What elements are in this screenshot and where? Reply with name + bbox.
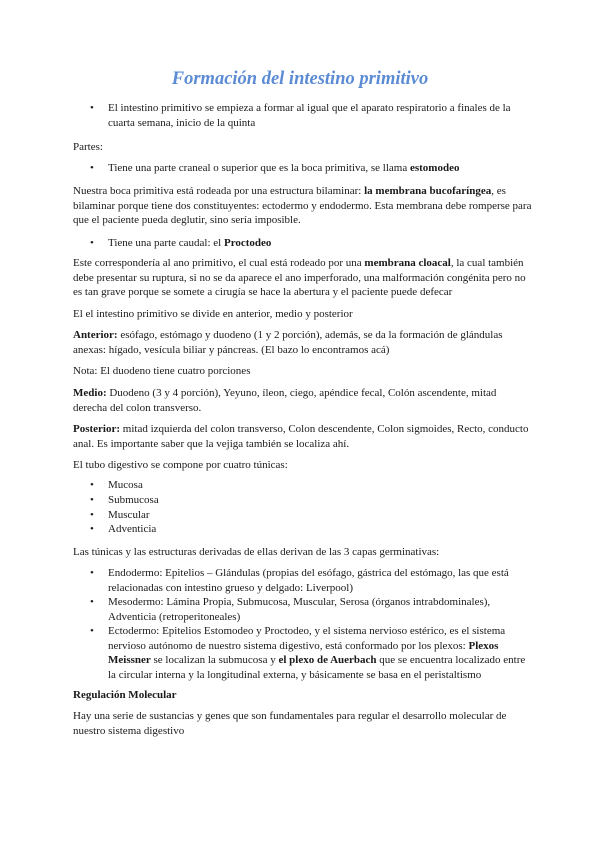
partes-label: Partes: — [73, 141, 103, 153]
bullet-icon: • — [90, 102, 94, 114]
tunica-item — [90, 493, 533, 508]
bullet-icon: • — [90, 625, 94, 637]
ano-paragraph — [73, 256, 533, 300]
mesodermo-bullet — [90, 595, 533, 624]
boca-bold: la membrana bucofaríngea — [364, 185, 492, 197]
tubo-paragraph: El tubo digestivo se compone por cuatro túnicas: — [73, 459, 288, 471]
anterior-text: esófago, estómago y duodeno (1 y 2 porción), además, se da la formación de glándulas anexas: hígado, vesícula biliar y páncreas. (El bazo lo encontramos acá) — [73, 329, 503, 356]
ano-bold: membrana cloacal — [364, 257, 451, 269]
medio-text: Duodeno (3 y 4 porción), Yeyuno, íleon, ciego, apéndice fecal, Colón ascendente, mitad derecha del colon transverso. — [73, 387, 497, 414]
bullet-icon: • — [90, 237, 94, 249]
ano-pre: Este correspondería al ano primitivo, el cual está rodeado por una — [73, 257, 365, 269]
caudal-bullet — [90, 236, 533, 251]
boca-post: , es bilaminar porque tiene dos constituyentes: ectodermo y endodermo. Esta membrana debe romperse para que el paciente pueda deglutir, sino sería imposible. — [73, 185, 532, 227]
nota-paragraph: Nota: El duodeno tiene cuatro porciones — [73, 365, 251, 377]
ectodermo-pre: Ectodermo: Epitelios Estomodeo y Proctodeo, y el sistema nervioso estérico, es el sistema nervioso autónomo de nuestro sistema digestivo, está conformado por los plexos: — [108, 625, 506, 652]
tunica-label: Adventicia — [108, 523, 157, 535]
intro-bullet — [90, 101, 533, 130]
anterior-paragraph — [73, 328, 533, 357]
regulacion-heading: Regulación Molecular — [73, 689, 177, 701]
tunica-label: Muscular — [108, 509, 150, 521]
tunica-label: Mucosa — [108, 479, 143, 491]
divide-paragraph: El el intestino primitivo se divide en anterior, medio y posterior — [73, 308, 353, 320]
craneal-bold: estomodeo — [409, 162, 460, 174]
intro-bullet-text: El intestino primitivo se empieza a formar al igual que el aparato respiratorio a finales de la cuarta semana, inicio de la quinta — [108, 102, 511, 129]
plexos-meissner-bold: Plexos Meissner — [108, 639, 499, 667]
capas-paragraph: Las túnicas y las estructuras derivadas de ellas derivan de las 3 capas germinativas: — [73, 546, 440, 558]
tunica-item — [90, 478, 533, 493]
bullet-icon: • — [90, 596, 94, 608]
posterior-text: mitad izquierda del colon transverso, Colon descendente, Colon sigmoides, Recto, conducto anal. Es importante saber que la vejiga también se localiza ahí. — [73, 423, 529, 450]
tunica-label: Submucosa — [108, 494, 159, 506]
tunica-item — [90, 508, 533, 523]
craneal-text: Tiene una parte craneal o superior que es la boca primitiva, se llama — [108, 162, 410, 174]
bullet-icon: • — [90, 567, 94, 579]
caudal-text: Tiene una parte caudal: el — [108, 237, 224, 249]
ano-post: , la cual también debe presentar su ruptura, si no se da aparece el ano imperforado, una malformación congénita pero no es tan grave porque se somete a cirugía se hace la abertura y el paciente puede defecar — [73, 257, 526, 299]
medio-bold: Medio: — [73, 387, 107, 399]
bullet-icon: • — [90, 494, 94, 506]
anterior-bold: Anterior: — [73, 329, 118, 341]
bullet-icon: • — [90, 162, 94, 174]
boca-pre: Nuestra boca primitiva está rodeada por una estructura bilaminar: — [73, 185, 365, 197]
plexo-auerbach-bold: el plexo de Auerbach — [278, 654, 377, 667]
caudal-bold: Proctodeo — [223, 237, 272, 249]
craneal-bullet — [90, 161, 533, 176]
regulacion-paragraph: Hay una serie de sustancias y genes que son fundamentales para regular el desarrollo molecular de nuestro sistema digestivo — [73, 710, 507, 737]
bullet-icon: • — [90, 509, 94, 521]
mesodermo-text: Mesodermo: Lámina Propia, Submucosa, Muscular, Serosa (órganos intrabdominales), Adventicia (retroperitoneales) — [108, 596, 491, 623]
ectodermo-post: que se encuentra localizado entre la circular interna y la longitudinal externa, y básicamente se basa en el peristaltismo — [108, 654, 526, 681]
bullet-icon: • — [90, 523, 94, 535]
posterior-bold: Posterior: — [73, 423, 121, 435]
endodermo-bullet — [90, 566, 533, 595]
page-title: Formación del intestino primitivo — [171, 69, 429, 89]
tunica-item — [90, 522, 533, 537]
endodermo-text: Endodermo: Epitelios – Glándulas (propias del esófago, gástrica del estómago, las que está relacionadas con intestino grueso y delgado: Liverpool) — [108, 567, 509, 594]
bullet-icon: • — [90, 479, 94, 491]
medio-paragraph — [73, 386, 533, 415]
boca-paragraph — [73, 184, 533, 228]
ectodermo-bullet — [90, 624, 533, 682]
posterior-paragraph — [73, 422, 533, 451]
ectodermo-mid: se localizan la submucosa y — [150, 654, 279, 667]
